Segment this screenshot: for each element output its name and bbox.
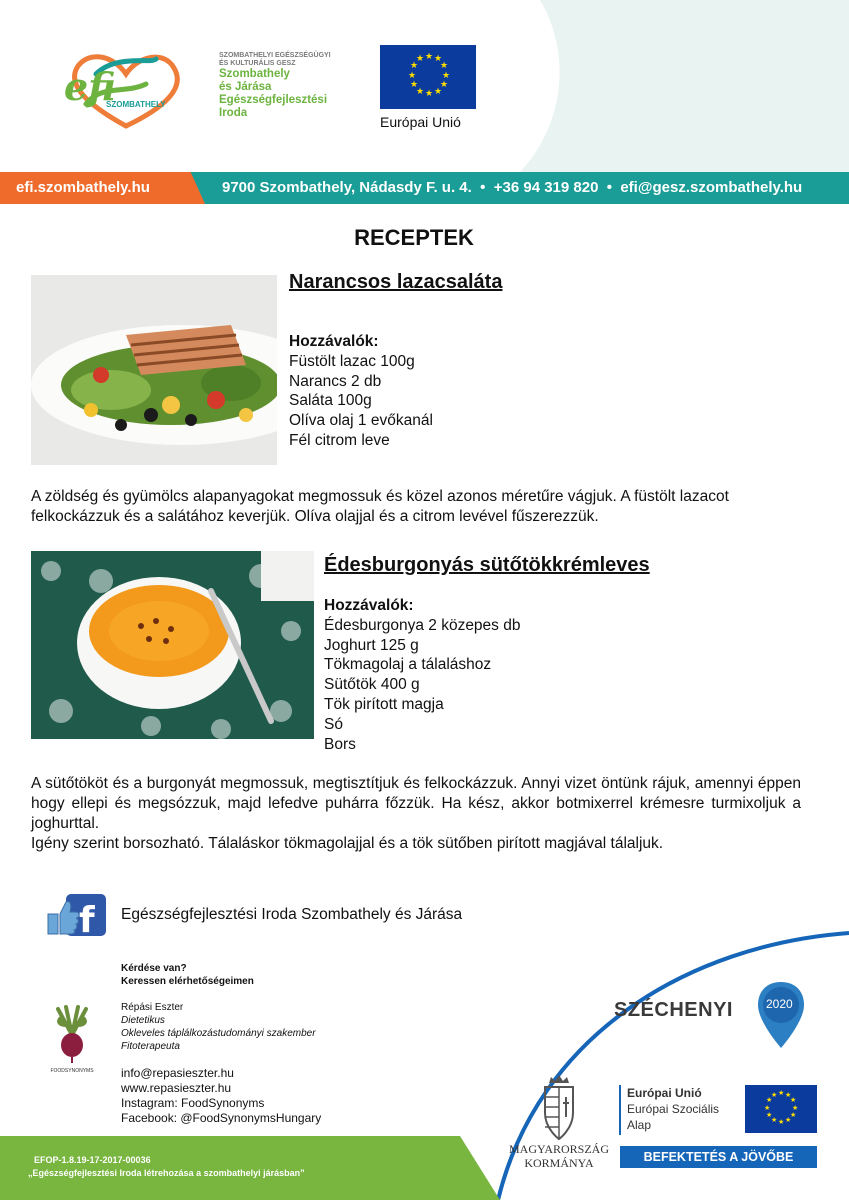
svg-text:★: ★ (785, 1116, 792, 1124)
efi-logo-city: SZOMBATHELY (106, 100, 166, 109)
svg-text:★: ★ (410, 61, 419, 71)
recipe-2-ingredient: Só (324, 715, 343, 733)
eu-fund-slogan: BEFEKTETÉS A JÖVŐBE (620, 1146, 817, 1168)
org-name (219, 52, 331, 120)
svg-text:★: ★ (425, 52, 434, 62)
recipe-2-ingredient: Sütőtök 400 g (324, 676, 420, 694)
eu-flag-icon (380, 45, 476, 109)
svg-text:★: ★ (771, 1091, 778, 1099)
page-title: RECEPTEK (354, 225, 474, 250)
facebook-icon[interactable] (46, 892, 108, 938)
recipe-1-ingredient: Füstölt lazac 100g (289, 352, 415, 370)
org-name-main-3: Egészségfejlesztési (219, 94, 328, 106)
svg-text:★: ★ (778, 1118, 785, 1126)
org-name-main-4: Iroda (219, 107, 248, 119)
expert-name: Répási Eszter (121, 1002, 184, 1013)
recipe-2-ingredient: Bors (324, 735, 356, 753)
org-name-small-1: SZOMBATHELYI EGÉSZSÉGÜGYI (219, 52, 331, 59)
svg-text:★: ★ (410, 80, 419, 90)
svg-text:★: ★ (771, 1116, 778, 1124)
org-name-main-1: Szombathely (219, 68, 290, 80)
recipe-1-description: A zöldség és gyümölcs alapanyagokat megmossuk és közel azonos méretűre vágjuk. A füstölt lazacot felkockázzuk és a salátához keverjük. Olíva olajjal és a citrom levével fűszerezzük. (31, 488, 729, 525)
svg-text:★: ★ (416, 54, 425, 64)
expert-question-1: Kérdése van? (121, 963, 187, 974)
recipe-2-title: Édesburgonyás sütőtökkrémleves (324, 554, 650, 576)
org-name-main-2: és Járása (219, 81, 272, 93)
recipe-2-ingredient: Tök pirított magja (324, 695, 444, 713)
foodsynonyms-logo (44, 1005, 100, 1073)
svg-text:★: ★ (792, 1104, 799, 1112)
recipe-2-description-p1: A sütőtököt és a burgonyát megmossuk, megtisztítjuk és felkockázzuk. Annyi vizet öntünk rájuk, amennyi éppen hogy ellepi és megsózzuk, majd lefedve puhárra főzzük. Ha kész, akkor botmixerrel krémesre turmixoljuk a joghurttal. (31, 775, 801, 832)
recipe-1-ingredient: Olíva olaj 1 evőkanál (289, 412, 433, 430)
eu-fund-divider (619, 1085, 621, 1135)
foodsynonyms-logo-text: FOODSYNONYMS (50, 1068, 94, 1074)
expert-role-1: Dietetikus (121, 1015, 165, 1026)
recipe-2-photo (31, 551, 314, 739)
svg-text:★: ★ (416, 87, 425, 97)
svg-text:★: ★ (778, 1089, 785, 1097)
recipe-2-ingredients-label: Hozzávalók: (324, 597, 414, 614)
recipe-1-photo (31, 275, 277, 465)
government-line1: MAGYARORSZÁG (508, 1142, 609, 1156)
efi-logo (56, 44, 214, 136)
facebook-page-label[interactable]: Egészségfejlesztési Iroda Szombathely és Járása (121, 906, 463, 923)
svg-text:★: ★ (440, 61, 449, 71)
eu-flag-footer (745, 1085, 817, 1133)
svg-text:★: ★ (790, 1096, 797, 1104)
recipe-2-description (31, 774, 801, 854)
recipe-1-ingredients (289, 332, 433, 451)
expert-facebook[interactable]: Facebook: @FoodSynonymsHungary (121, 1111, 322, 1125)
contact-info: 9700 Szombathely, Nádasdy F. u. 4. • +36 94 319 820 • efi@gesz.szombathely.hu (222, 179, 803, 196)
expert-question-2: Keressen elérhetőségeimen (121, 976, 254, 987)
svg-text:★: ★ (434, 54, 443, 64)
recipe-2-ingredient: Tökmagolaj a tálaláshoz (324, 656, 492, 674)
expert-instagram[interactable]: Instagram: FoodSynonyms (121, 1096, 265, 1110)
eu-fund-line1: Európai Unió (627, 1086, 702, 1100)
svg-text:★: ★ (434, 87, 443, 97)
recipe-1-ingredients-label: Hozzávalók: (289, 333, 379, 350)
government-crest (541, 1073, 577, 1143)
eu-fund-line3: Alap (627, 1118, 652, 1132)
szechenyi-year: 2020 (766, 997, 793, 1011)
recipe-2-ingredient: Édesburgonya 2 közepes db (324, 616, 521, 634)
recipe-1-ingredient: Saláta 100g (289, 392, 372, 410)
svg-text:★: ★ (764, 1104, 771, 1112)
szechenyi-label: SZÉCHENYI (614, 999, 733, 1021)
facebook-icon-letter: f (79, 900, 95, 938)
eu-label-header: Európai Unió (380, 114, 461, 130)
expert-details (121, 1001, 316, 1053)
svg-text:★: ★ (425, 89, 434, 99)
recipe-1-title: Narancsos lazacsaláta (289, 271, 503, 293)
expert-email[interactable]: info@repasieszter.hu (121, 1066, 234, 1080)
coat-of-arms-icon (541, 1073, 577, 1143)
svg-text:★: ★ (785, 1091, 792, 1099)
location-pin-icon (756, 980, 806, 1052)
recipe-1-ingredient: Fél citrom leve (289, 431, 390, 449)
svg-text:★: ★ (766, 1096, 773, 1104)
expert-role-2: Okleveles táplálkozástudományi szakember (121, 1028, 316, 1039)
eu-flag-header (380, 45, 476, 109)
efi-logo-script: efi (64, 64, 116, 109)
szechenyi-2020-badge (756, 980, 806, 1052)
contact-website: efi.szombathely.hu (16, 179, 150, 196)
eu-fund-text (627, 1085, 719, 1133)
recipe-2-ingredients (324, 596, 520, 754)
expert-role-3: Fitoterapeuta (121, 1041, 180, 1052)
svg-text:★: ★ (442, 71, 451, 81)
government-line2: KORMÁNYA (524, 1156, 594, 1170)
expert-question (121, 962, 254, 988)
eu-flag-icon (745, 1085, 817, 1133)
recipe-2-ingredient: Joghurt 125 g (324, 636, 419, 654)
beet-icon (44, 1005, 100, 1063)
recipe-1-ingredient: Narancs 2 db (289, 372, 382, 390)
recipe-2-description-p2: Igény szerint borsozható. Tálaláskor tökmagolajjal és a tök sütőben pirított magjával tálaljuk. (31, 835, 664, 852)
footer-project-code: EFOP-1.8.19-17-2017-00036 (34, 1155, 151, 1165)
svg-text:★: ★ (766, 1111, 773, 1119)
footer-project-title: „Egészségfejlesztési Iroda létrehozása a szombathelyi járásban” (28, 1168, 305, 1178)
svg-text:★: ★ (440, 80, 449, 90)
svg-text:★: ★ (790, 1111, 797, 1119)
org-name-small-2: ÉS KULTURÁLIS GESZ (219, 60, 296, 67)
expert-website[interactable]: www.repasieszter.hu (121, 1081, 232, 1095)
eu-fund-line2: Európai Szociális (627, 1102, 720, 1116)
government-label (508, 1142, 610, 1170)
expert-contacts (121, 1066, 321, 1126)
svg-text:★: ★ (408, 71, 417, 81)
